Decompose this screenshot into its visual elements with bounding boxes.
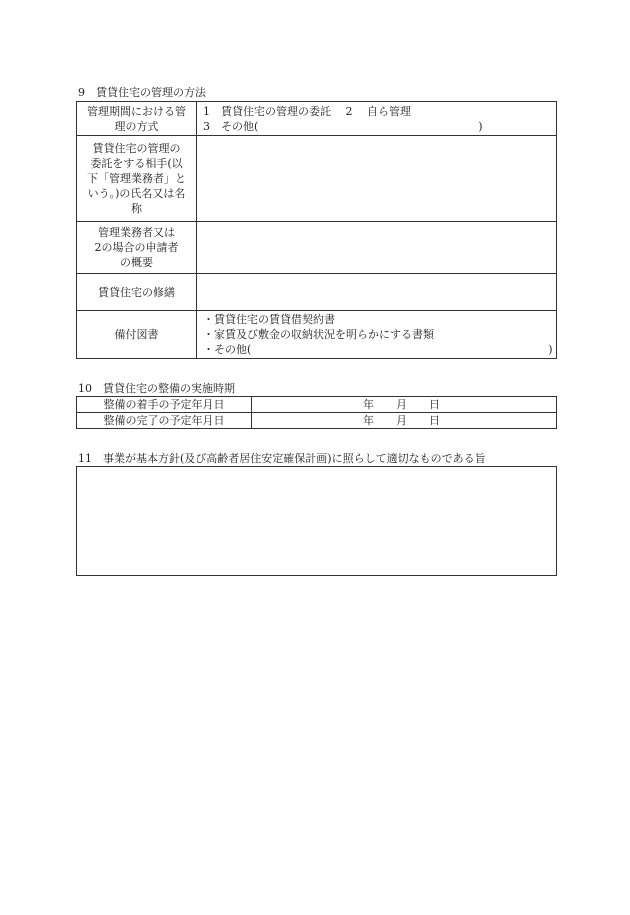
management-method-table [76,101,557,359]
table-row [77,222,557,274]
section-9-heading: 9 賃貸住宅の管理の方法 [78,86,206,99]
suitability-statement-box[interactable] [76,466,557,576]
contractor-name-field[interactable] [197,136,557,222]
document-item: ・家賃及び敷金の収納状況を明らかにする書類 [203,328,434,341]
start-date-field[interactable]: 年 月 日 [252,397,557,413]
document-item: ・賃貸住宅の賃貸借契約書 [203,313,335,326]
repair-label: 賃貸住宅の修繕 [77,274,197,311]
section-11-heading: 11 事業が基本方針(及び高齢者居住安定確保計画)に照らして適切なものである旨 [78,452,486,465]
applicant-overview-field[interactable] [197,222,557,274]
contractor-name-label: 賃貸住宅の管理の 委託をする相手(以 下「管理業務者」と いう。)の氏名又は名 称 [77,136,197,222]
management-system-value[interactable] [197,102,557,136]
other-option-line: 3 その他( ) [203,119,483,133]
table-row [77,102,557,136]
table-row [77,136,557,222]
completion-date-field[interactable]: 年 月 日 [252,413,557,429]
document-item: ・その他( ) [203,343,553,356]
repair-field[interactable] [197,274,557,311]
table-row [77,397,557,413]
management-option-line: 1 賃貸住宅の管理の委託 2 自ら管理 [203,104,411,118]
completion-date-label: 整備の完了の予定年月日 [77,413,252,429]
management-system-label: 管理期間における管 理の方式 [77,102,197,136]
applicant-overview-label: 管理業務者又は 2の場合の申請者 の概要 [77,222,197,274]
table-row [77,274,557,311]
attached-documents-label: 備付図書 [77,311,197,359]
table-row [77,311,557,359]
table-row [77,413,557,429]
implementation-schedule-table [76,396,557,429]
attached-documents-list[interactable] [197,311,557,359]
section-10-heading: 10 賃貸住宅の整備の実施時期 [78,382,235,395]
start-date-label: 整備の着手の予定年月日 [77,397,252,413]
